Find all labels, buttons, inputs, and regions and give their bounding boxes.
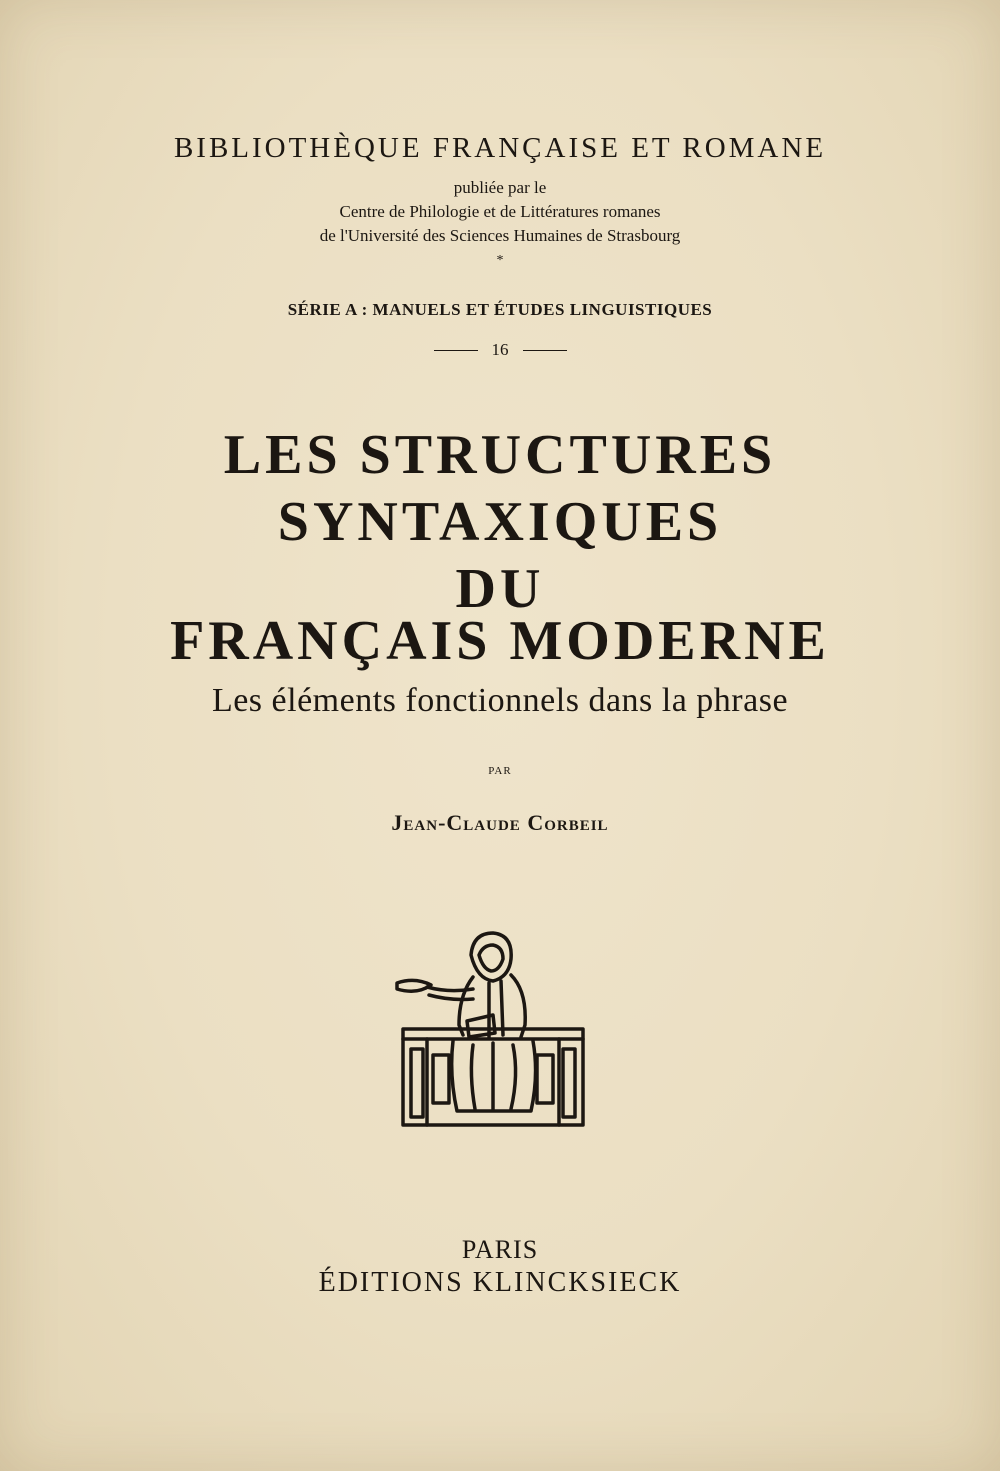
by-label: PAR (488, 765, 512, 777)
serie-label: SÉRIE A : MANUELS ET ÉTUDES LINGUISTIQUES (287, 300, 713, 319)
book-title-line-2: SYNTAXIQUES (277, 491, 723, 553)
right-rule (523, 350, 567, 351)
centre-name: Centre de Philologie et de Littératures romanes (339, 202, 661, 221)
university-name: de l'Université des Sciences Humaines de Strasbourg (319, 226, 681, 245)
book-title-line-3: DU (455, 558, 545, 620)
author-name: Jean-Claude Corbeil (391, 810, 609, 835)
ornament-star: * (496, 253, 504, 268)
volume-number-row (0, 340, 1000, 360)
book-title-line-4: FRANÇAIS MODERNE (170, 610, 830, 672)
book-title-line-1: LES STRUCTURES (223, 424, 777, 486)
scholar-at-desk-emblem-icon (393, 925, 593, 1130)
imprint-city: PARIS (461, 1235, 539, 1264)
volume-number: 16 (491, 340, 509, 359)
publisher-name: ÉDITIONS KLINCKSIECK (318, 1267, 682, 1298)
book-subtitle: Les éléments fonctionnels dans la phrase (211, 682, 789, 719)
series-title: BIBLIOTHÈQUE FRANÇAISE ET ROMANE (173, 132, 827, 164)
published-by-text: publiée par le (453, 178, 547, 197)
left-rule (434, 350, 478, 351)
